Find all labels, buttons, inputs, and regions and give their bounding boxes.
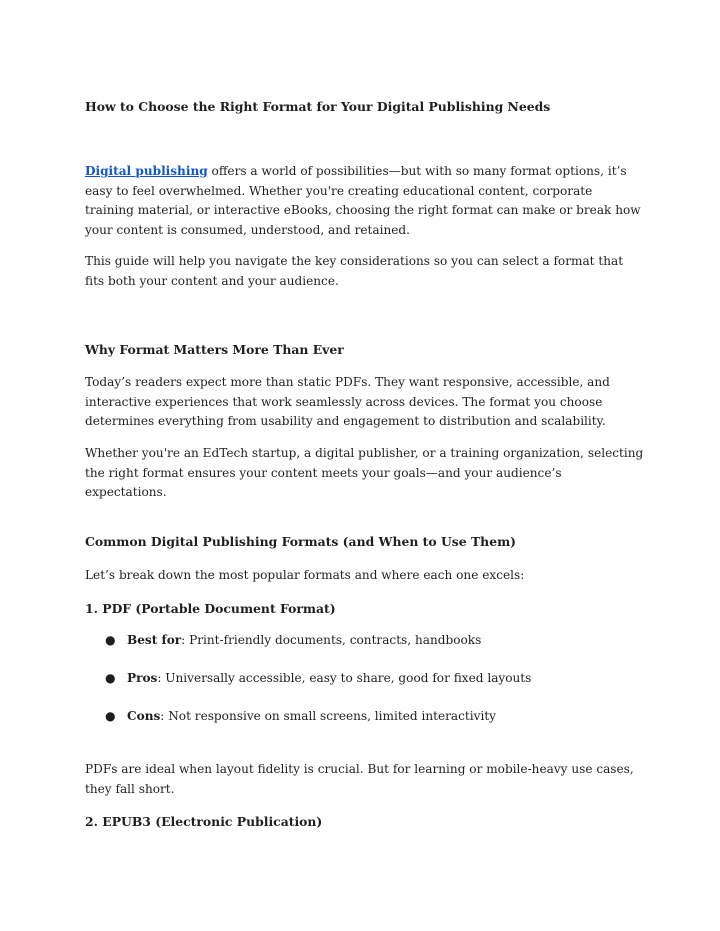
bullet-label: Cons bbox=[127, 709, 161, 723]
bullet-icon: ● bbox=[105, 671, 116, 685]
pdf-cons-item bbox=[105, 707, 625, 726]
formats-intro: Let’s break down the most popular formats and where each one excels: bbox=[85, 568, 525, 582]
pdf-pros-item bbox=[105, 669, 625, 688]
bullet-icon: ● bbox=[105, 633, 116, 647]
pdf-summary: PDFs are ideal when layout fidelity is crucial. But for learning or mobile-heavy use cases, they fall short. bbox=[85, 762, 634, 796]
epub-heading: 2. EPUB3 (Electronic Publication) bbox=[85, 814, 323, 829]
pdf-heading: 1. PDF (Portable Document Format) bbox=[85, 601, 336, 616]
bullet-label: Pros bbox=[127, 671, 158, 685]
bullet-text: : Universally accessible, easy to share, good for fixed layouts bbox=[157, 671, 532, 685]
why-format-paragraph-1: Today’s readers expect more than static PDFs. They want responsive, accessible, and interactive experiences that work seamlessly across devices. The format you choose determines everything from usability and engagement to distribution and scalability. bbox=[85, 375, 610, 428]
bullet-icon: ● bbox=[105, 709, 116, 723]
why-format-paragraph-2: Whether you're an EdTech startup, a digital publisher, or a training organization, selecting the right format ensures your content meets your goals—and your audience’s expectations. bbox=[85, 446, 644, 499]
intro-text: offers a world of possibilities—but with so many format options, it’s easy to feel overwhelmed. Whether you're creating educational content, corporate training material, or interactive eBooks, choosing the right format can make or break how your content is consumed, understood, and retained. bbox=[85, 164, 641, 237]
bullet-text: : Print-friendly documents, contracts, handbooks bbox=[181, 633, 482, 647]
guide-paragraph: This guide will help you navigate the key considerations so you can select a format that fits both your content and your audience. bbox=[85, 254, 624, 288]
document-title: How to Choose the Right Format for Your Digital Publishing Needs bbox=[85, 99, 551, 114]
why-format-heading: Why Format Matters More Than Ever bbox=[85, 342, 344, 357]
formats-heading: Common Digital Publishing Formats (and When to Use Them) bbox=[85, 534, 517, 549]
intro-paragraph bbox=[85, 162, 645, 240]
digital-publishing-link[interactable]: Digital publishing bbox=[85, 164, 208, 178]
pdf-best-for-item bbox=[105, 631, 625, 650]
bullet-text: : Not responsive on small screens, limited interactivity bbox=[160, 709, 497, 723]
bullet-label: Best for bbox=[127, 633, 182, 647]
